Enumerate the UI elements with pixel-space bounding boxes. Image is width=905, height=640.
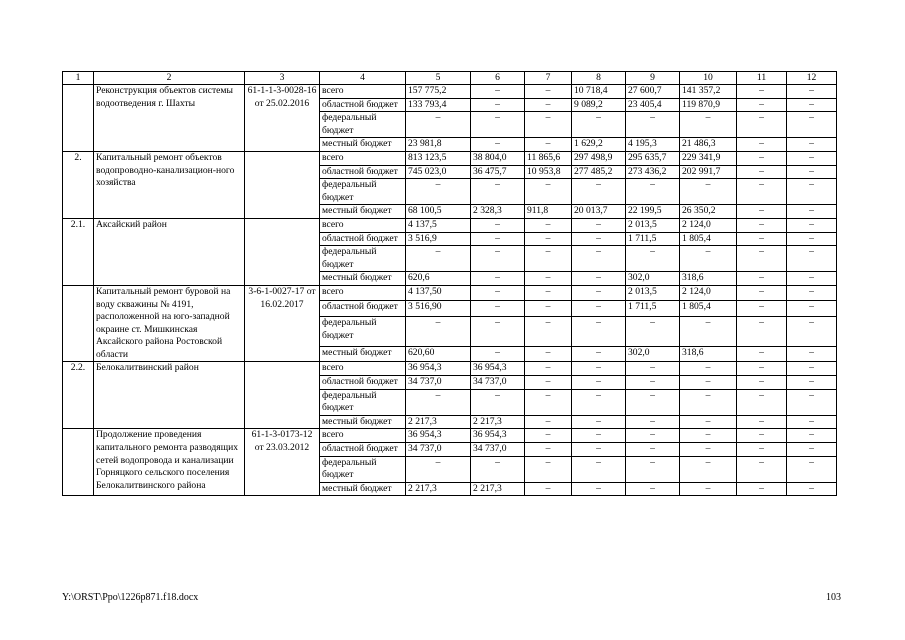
funding-source: федеральный бюджет [320,389,406,415]
amount-cell: – [525,301,572,317]
amount-cell: 10 718,4 [572,85,626,99]
document-reference: 61-1-1-3-0028-16 от 25.02.2016 [245,85,320,152]
amount-cell: – [525,285,572,301]
funding-source: федеральный бюджет [320,112,406,138]
amount-cell: – [471,272,525,286]
amount-cell: – [787,285,837,301]
amount-cell: 157 775,2 [406,85,471,99]
amount-cell: – [572,389,626,415]
item-number [63,429,94,496]
page-number: 103 [826,592,841,603]
funding-source: федеральный бюджет [320,316,406,346]
amount-cell: – [737,205,787,219]
table-row [63,362,837,376]
amount-cell: – [406,112,471,138]
funding-source: федеральный бюджет [320,246,406,272]
amount-cell: – [626,316,680,346]
amount-cell: – [406,246,471,272]
amount-cell: – [626,362,680,376]
funding-source: всего [320,218,406,232]
amount-cell: 2 217,3 [471,415,525,429]
amount-cell: 620,60 [406,346,471,362]
item-name: Капитальный ремонт буровой на воду скважины № 4191, расположенной на юго-западной окраине ст. Мишкинская Аксайского района Ростовской области [94,285,245,362]
amount-cell: – [471,316,525,346]
amount-cell: – [572,376,626,390]
amount-cell: – [737,415,787,429]
amount-cell: – [787,272,837,286]
document-reference [245,151,320,218]
amount-cell: 318,6 [680,272,737,286]
amount-cell: – [525,482,572,496]
amount-cell: 38 804,0 [471,151,525,165]
amount-cell: – [525,376,572,390]
amount-cell: 1 711,5 [626,301,680,317]
amount-cell: – [787,165,837,179]
column-number: 2 [94,72,245,85]
amount-cell: – [525,272,572,286]
amount-cell: – [680,482,737,496]
amount-cell: – [471,456,525,482]
amount-cell: 2 217,3 [406,415,471,429]
amount-cell: – [737,482,787,496]
amount-cell: – [787,362,837,376]
item-name: Реконструкция объектов системы водоотведения г. Шахты [94,85,245,152]
amount-cell: 745 023,0 [406,165,471,179]
amount-cell: 141 357,2 [680,85,737,99]
amount-cell: 4 137,50 [406,285,471,301]
funding-source: местный бюджет [320,415,406,429]
amount-cell: 202 991,7 [680,165,737,179]
table-row [63,218,837,232]
amount-cell: – [787,151,837,165]
amount-cell: 26 350,2 [680,205,737,219]
amount-cell: – [680,246,737,272]
amount-cell: – [787,316,837,346]
column-number: 6 [471,72,525,85]
amount-cell: 20 013,7 [572,205,626,219]
amount-cell: 1 629,2 [572,138,626,152]
table-row [63,285,837,301]
amount-cell: – [406,179,471,205]
amount-cell: 1 711,5 [626,232,680,246]
item-number: 2.2. [63,362,94,429]
amount-cell: – [572,362,626,376]
amount-cell: – [626,179,680,205]
amount-cell: 36 954,3 [406,362,471,376]
item-number [63,285,94,362]
funding-source: местный бюджет [320,205,406,219]
amount-cell: – [680,456,737,482]
table-row [63,151,837,165]
amount-cell: – [680,316,737,346]
amount-cell: – [787,85,837,99]
amount-cell: – [737,138,787,152]
amount-cell: – [680,112,737,138]
amount-cell: – [737,151,787,165]
item-name: Аксайский район [94,218,245,285]
column-number: 5 [406,72,471,85]
funding-source: областной бюджет [320,443,406,457]
column-number: 3 [245,72,320,85]
amount-cell: – [680,389,737,415]
item-number [63,85,94,152]
funding-source: федеральный бюджет [320,179,406,205]
amount-cell: – [572,429,626,443]
amount-cell: – [787,389,837,415]
amount-cell: – [572,443,626,457]
amount-cell: – [787,112,837,138]
funding-source: всего [320,429,406,443]
amount-cell: – [471,301,525,317]
amount-cell: 229 341,9 [680,151,737,165]
amount-cell: – [787,346,837,362]
column-number: 4 [320,72,406,85]
amount-cell: – [525,246,572,272]
amount-cell: 318,6 [680,346,737,362]
amount-cell: 1 805,4 [680,232,737,246]
amount-cell: – [787,98,837,112]
column-number: 1 [63,72,94,85]
amount-cell: – [787,205,837,219]
budget-table [62,71,837,496]
item-name: Белокалитвинский район [94,362,245,429]
amount-cell: – [572,232,626,246]
amount-cell: – [787,232,837,246]
amount-cell: 2 328,3 [471,205,525,219]
amount-cell: – [680,443,737,457]
amount-cell: – [525,316,572,346]
amount-cell: – [626,376,680,390]
amount-cell: – [680,179,737,205]
amount-cell: – [406,316,471,346]
amount-cell: 36 954,3 [471,362,525,376]
amount-cell: – [471,389,525,415]
amount-cell: – [787,482,837,496]
funding-source: местный бюджет [320,346,406,362]
amount-cell: – [737,301,787,317]
amount-cell: – [572,415,626,429]
funding-source: местный бюджет [320,482,406,496]
amount-cell: 36 475,7 [471,165,525,179]
amount-cell: – [471,232,525,246]
amount-cell: 2 013,5 [626,218,680,232]
amount-cell: – [737,389,787,415]
amount-cell: – [626,389,680,415]
amount-cell: 27 600,7 [626,85,680,99]
amount-cell: – [737,376,787,390]
amount-cell: 302,0 [626,272,680,286]
amount-cell: – [525,138,572,152]
amount-cell: – [737,316,787,346]
amount-cell: – [737,218,787,232]
amount-cell: 36 954,3 [406,429,471,443]
amount-cell: 119 870,9 [680,98,737,112]
funding-source: всего [320,151,406,165]
amount-cell: – [572,272,626,286]
amount-cell: 11 865,6 [525,151,572,165]
amount-cell: – [572,456,626,482]
amount-cell: – [626,246,680,272]
amount-cell: – [572,285,626,301]
amount-cell: – [737,232,787,246]
amount-cell: – [572,112,626,138]
amount-cell: 297 498,9 [572,151,626,165]
amount-cell: – [471,218,525,232]
column-number: 7 [525,72,572,85]
amount-cell: – [525,85,572,99]
amount-cell: – [737,429,787,443]
amount-cell: 911,8 [525,205,572,219]
amount-cell: 34 737,0 [471,443,525,457]
column-number: 10 [680,72,737,85]
amount-cell: 620,6 [406,272,471,286]
amount-cell: – [525,456,572,482]
amount-cell: – [572,246,626,272]
amount-cell: – [572,179,626,205]
amount-cell: 4 137,5 [406,218,471,232]
amount-cell: – [572,316,626,346]
amount-cell: – [471,98,525,112]
amount-cell: – [471,246,525,272]
amount-cell: 68 100,5 [406,205,471,219]
amount-cell: – [737,112,787,138]
amount-cell: – [471,85,525,99]
amount-cell: – [626,429,680,443]
amount-cell: – [572,346,626,362]
amount-cell: – [787,179,837,205]
amount-cell: 10 953,8 [525,165,572,179]
amount-cell: – [737,346,787,362]
amount-cell: 34 737,0 [406,376,471,390]
amount-cell: 277 485,2 [572,165,626,179]
amount-cell: – [680,376,737,390]
amount-cell: – [525,415,572,429]
funding-source: всего [320,285,406,301]
amount-cell: – [471,138,525,152]
funding-source: областной бюджет [320,165,406,179]
amount-cell: – [471,179,525,205]
funding-source: местный бюджет [320,138,406,152]
amount-cell: – [525,98,572,112]
amount-cell: 813 123,5 [406,151,471,165]
amount-cell: – [737,179,787,205]
amount-cell: 34 737,0 [406,443,471,457]
document-reference [245,218,320,285]
amount-cell: – [680,429,737,443]
amount-cell: 36 954,3 [471,429,525,443]
amount-cell: – [787,138,837,152]
amount-cell: 4 195,3 [626,138,680,152]
amount-cell: 2 124,0 [680,285,737,301]
funding-source: всего [320,85,406,99]
amount-cell: – [572,301,626,317]
funding-source: местный бюджет [320,272,406,286]
item-name: Продолжение проведения капитального ремонта разводящих сетей водопровода и канализации Горняцкого сельского поселения Белокалитвинского района [94,429,245,496]
column-number-row [63,72,837,85]
item-name: Капитальный ремонт объектов водопроводно-канализацион-ного хозяйства [94,151,245,218]
amount-cell: 273 436,2 [626,165,680,179]
funding-source: всего [320,362,406,376]
amount-cell: – [787,415,837,429]
amount-cell: – [737,285,787,301]
amount-cell: – [626,112,680,138]
funding-source: областной бюджет [320,232,406,246]
amount-cell: – [525,443,572,457]
amount-cell: – [525,218,572,232]
amount-cell: 21 486,3 [680,138,737,152]
amount-cell: – [525,429,572,443]
amount-cell: – [737,362,787,376]
amount-cell: – [737,85,787,99]
amount-cell: – [787,376,837,390]
amount-cell: – [787,443,837,457]
item-number: 2.1. [63,218,94,285]
amount-cell: – [525,389,572,415]
amount-cell: – [525,112,572,138]
amount-cell: – [471,285,525,301]
item-number: 2. [63,151,94,218]
column-number: 9 [626,72,680,85]
amount-cell: – [680,415,737,429]
amount-cell: 22 199,5 [626,205,680,219]
amount-cell: – [787,429,837,443]
amount-cell: – [572,218,626,232]
amount-cell: – [737,456,787,482]
funding-source: областной бюджет [320,301,406,317]
amount-cell: – [787,218,837,232]
amount-cell: 2 124,0 [680,218,737,232]
amount-cell: – [572,482,626,496]
amount-cell: 133 793,4 [406,98,471,112]
funding-source: областной бюджет [320,376,406,390]
amount-cell: – [626,443,680,457]
table-row [63,429,837,443]
column-number: 8 [572,72,626,85]
amount-cell: – [737,272,787,286]
amount-cell: – [737,165,787,179]
document-reference: 3-6-1-0027-17 от 16.02.2017 [245,285,320,362]
column-number: 12 [787,72,837,85]
amount-cell: – [787,246,837,272]
amount-cell: – [737,98,787,112]
amount-cell: – [737,443,787,457]
funding-source: федеральный бюджет [320,456,406,482]
amount-cell: – [626,482,680,496]
amount-cell: 3 516,9 [406,232,471,246]
column-number: 11 [737,72,787,85]
amount-cell: – [406,456,471,482]
amount-cell: – [525,232,572,246]
amount-cell: – [787,301,837,317]
amount-cell: – [525,346,572,362]
amount-cell: – [525,179,572,205]
funding-source: областной бюджет [320,98,406,112]
amount-cell: – [626,415,680,429]
amount-cell: – [626,456,680,482]
document-reference: 61-1-3-0173-12 от 23.03.2012 [245,429,320,496]
amount-cell: 302,0 [626,346,680,362]
amount-cell: 1 805,4 [680,301,737,317]
document-reference [245,362,320,429]
amount-cell: – [787,456,837,482]
amount-cell: – [737,246,787,272]
amount-cell: 295 635,7 [626,151,680,165]
amount-cell: 34 737,0 [471,376,525,390]
amount-cell: – [471,346,525,362]
amount-cell: 2 217,3 [406,482,471,496]
amount-cell: 9 089,2 [572,98,626,112]
amount-cell: 3 516,90 [406,301,471,317]
amount-cell: – [406,389,471,415]
amount-cell: 23 405,4 [626,98,680,112]
amount-cell: 2 217,3 [471,482,525,496]
table-row [63,85,837,99]
amount-cell: 23 981,8 [406,138,471,152]
amount-cell: 2 013,5 [626,285,680,301]
amount-cell: – [680,362,737,376]
amount-cell: – [471,112,525,138]
file-path: Y:\ORST\Ppo\1226p871.f18.docx [62,592,199,603]
amount-cell: – [525,362,572,376]
